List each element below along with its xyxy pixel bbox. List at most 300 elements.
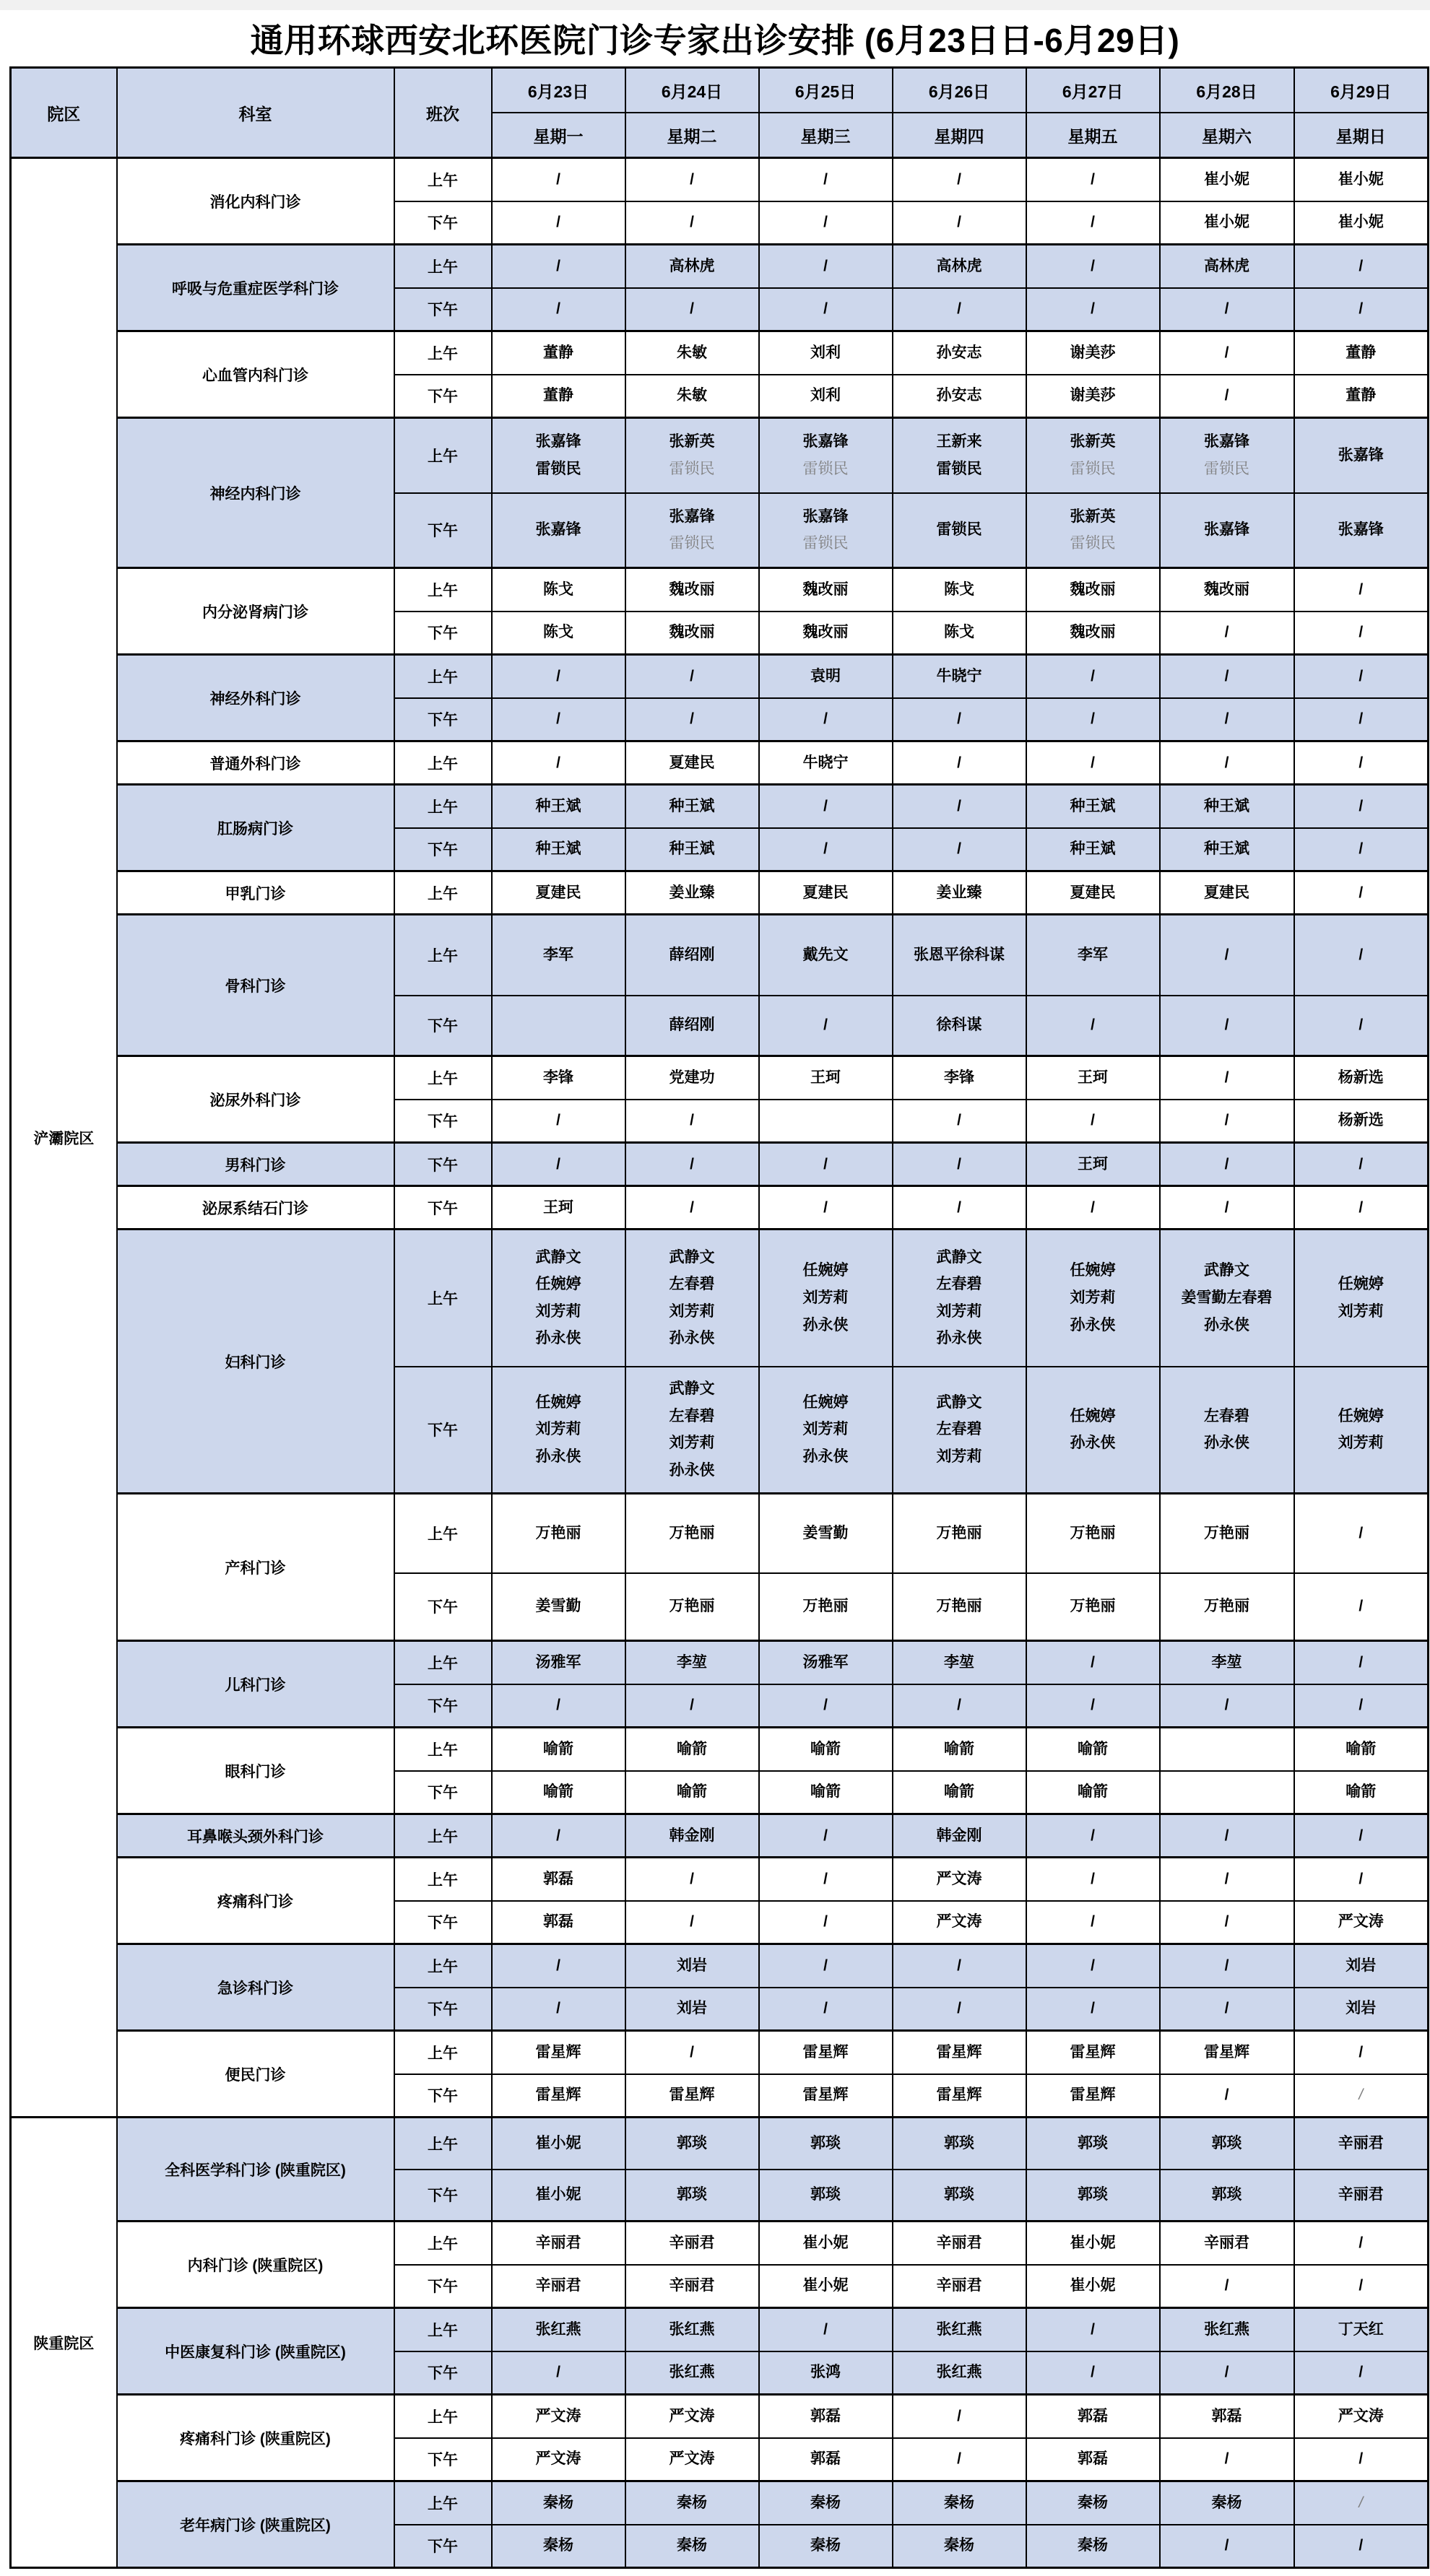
- schedule-cell: [1160, 2222, 1294, 2265]
- doctor-name: 严文涛: [535, 2407, 581, 2424]
- doctor-name: 魏改丽: [802, 624, 849, 641]
- schedule-cell: [492, 1771, 625, 1814]
- empty-slot-marker: /: [690, 1155, 694, 1172]
- schedule-cell: [759, 996, 893, 1056]
- doctor-name: 郭琰: [810, 2186, 841, 2203]
- department-cell: 疼痛科门诊 (陕重院区): [117, 2395, 394, 2481]
- doctor-name: 万艳丽: [535, 1524, 581, 1541]
- schedule-cell: [759, 2438, 893, 2481]
- empty-slot-marker: /: [1091, 214, 1095, 231]
- doctor-name: 雷锁民: [535, 460, 581, 477]
- empty-slot-marker: /: [556, 257, 560, 274]
- schedule-cell: [625, 2351, 759, 2395]
- schedule-cell: [893, 1814, 1026, 1858]
- doctor-name: 王珂: [1078, 1155, 1108, 1172]
- empty-slot-marker: /: [1358, 1155, 1364, 1172]
- schedule-cell: [759, 871, 893, 915]
- schedule-cell: [759, 158, 893, 201]
- doctor-name: 魏改丽: [1070, 624, 1116, 641]
- empty-slot-marker: /: [1224, 2537, 1229, 2554]
- empty-slot-marker: /: [1091, 710, 1095, 728]
- schedule-cell: [1160, 2308, 1294, 2351]
- doctor-name: 张嘉锋: [1338, 446, 1384, 464]
- empty-slot-marker: /: [1091, 667, 1095, 684]
- schedule-cell: [625, 493, 759, 568]
- schedule-cell: [492, 1728, 625, 1771]
- schedule-cell: [759, 1901, 893, 1944]
- department-cell: 产科门诊: [117, 1494, 394, 1641]
- doctor-name: 刘芳莉: [535, 1302, 581, 1320]
- schedule-cell: [625, 2438, 759, 2481]
- schedule-cell: [625, 655, 759, 698]
- doctor-name: 辛丽君: [936, 2234, 982, 2251]
- doctor-name: 任婉婷: [802, 1393, 849, 1411]
- empty-slot-marker: /: [556, 710, 560, 728]
- empty-slot-marker: /: [1358, 1653, 1364, 1671]
- schedule-cell: [759, 2351, 893, 2395]
- doctor-name: 万艳丽: [669, 1598, 715, 1615]
- doctor-name: 孙永侠: [535, 1330, 581, 1347]
- doctor-name: 张鸿: [810, 2364, 841, 2381]
- schedule-cell: [492, 1901, 625, 1944]
- schedule-cell: [625, 2265, 759, 2308]
- empty-slot-marker: /: [1224, 946, 1229, 963]
- empty-slot-marker: /: [823, 1957, 828, 1974]
- empty-slot-marker: /: [957, 1112, 961, 1129]
- shift-cell: 下午: [394, 1573, 492, 1641]
- empty-slot-marker: /: [1358, 2494, 1364, 2511]
- schedule-cell: [492, 1494, 625, 1573]
- department-cell: 神经外科门诊: [117, 655, 394, 741]
- doctor-name: 辛丽君: [1338, 2134, 1384, 2151]
- empty-slot-marker: /: [1358, 754, 1364, 771]
- doctor-name: 万艳丽: [802, 1598, 849, 1615]
- shift-cell: 下午: [394, 1143, 492, 1186]
- department-cell: 心血管内科门诊: [117, 331, 394, 418]
- schedule-cell: [492, 871, 625, 915]
- window-top-strip: [0, 0, 1430, 10]
- schedule-cell: [759, 1684, 893, 1728]
- doctor-name: 秦杨: [944, 2537, 974, 2554]
- schedule-cell: [1294, 1230, 1429, 1367]
- doctor-name: 任婉婷: [535, 1276, 581, 1293]
- empty-slot-marker: /: [823, 1198, 828, 1216]
- shift-cell: 上午: [394, 915, 492, 996]
- doctor-name: 雷星辉: [535, 2087, 581, 2104]
- table-row: [11, 1186, 1429, 1230]
- header-department: 科室: [117, 68, 394, 158]
- shift-cell: 上午: [394, 741, 492, 785]
- schedule-cell: [893, 2170, 1026, 2222]
- empty-slot-marker: /: [823, 2320, 828, 2338]
- empty-slot-marker: /: [1358, 2234, 1364, 2251]
- doctor-name: 郭琰: [810, 2134, 841, 2151]
- empty-slot-marker: /: [1091, 257, 1095, 274]
- department-cell: 神经内科门诊: [117, 418, 394, 568]
- schedule-cell: [1160, 568, 1294, 612]
- doctor-name: 韩金刚: [936, 1827, 982, 1844]
- schedule-cell: [625, 1684, 759, 1728]
- schedule-cell: [1294, 245, 1429, 288]
- shift-cell: 上午: [394, 158, 492, 201]
- empty-slot-marker: /: [556, 170, 560, 188]
- schedule-cell: [492, 1056, 625, 1100]
- empty-slot-marker: /: [556, 1112, 560, 1129]
- doctor-name: 刘岩: [1346, 2000, 1377, 2017]
- schedule-cell: [1294, 1814, 1429, 1858]
- schedule-cell: [492, 1100, 625, 1143]
- schedule-cell: [759, 1230, 893, 1367]
- schedule-cell: [893, 1771, 1026, 1814]
- empty-slot-marker: /: [1091, 1112, 1095, 1129]
- empty-slot-marker: /: [1358, 1017, 1364, 1034]
- schedule-cell: [492, 785, 625, 828]
- doctor-name: 姜业臻: [669, 884, 715, 901]
- doctor-name: 刘利: [810, 387, 841, 404]
- table-row: [11, 568, 1429, 612]
- doctor-name: 党建功: [669, 1069, 715, 1086]
- header-date: 6月25日: [759, 68, 893, 113]
- schedule-cell: [1026, 1641, 1160, 1684]
- empty-slot-marker: /: [957, 1697, 961, 1714]
- doctor-name: 夏建民: [1070, 884, 1116, 901]
- schedule-cell: [1294, 2118, 1429, 2170]
- doctor-name: 刘芳莉: [1070, 1289, 1116, 1306]
- shift-cell: 下午: [394, 2170, 492, 2222]
- empty-slot-marker: /: [1224, 344, 1229, 361]
- empty-slot-marker: /: [1358, 667, 1364, 684]
- empty-slot-marker: /: [957, 1155, 961, 1172]
- shift-cell: 下午: [394, 1901, 492, 1944]
- shift-cell: 下午: [394, 1367, 492, 1494]
- shift-cell: 上午: [394, 245, 492, 288]
- schedule-cell: [1026, 331, 1160, 375]
- doctor-name: 孙永侠: [1070, 1435, 1116, 1452]
- doctor-name: 武静文: [669, 1248, 715, 1266]
- empty-slot-marker: /: [957, 2407, 961, 2424]
- doctor-name: 严文涛: [1338, 2407, 1384, 2424]
- shift-cell: 下午: [394, 2265, 492, 2308]
- department-cell: 骨科门诊: [117, 915, 394, 1056]
- doctor-name: 种王斌: [1204, 840, 1249, 858]
- doctor-name: 袁明: [810, 667, 841, 684]
- doctor-name: 张红燕: [936, 2320, 982, 2338]
- empty-slot-marker: /: [1224, 1069, 1229, 1086]
- schedule-cell: [893, 2438, 1026, 2481]
- table-row: [11, 158, 1429, 201]
- shift-cell: 上午: [394, 785, 492, 828]
- doctor-name: 雷锁民: [802, 535, 849, 552]
- schedule-cell: [1160, 418, 1294, 493]
- schedule-cell: [625, 2525, 759, 2568]
- doctor-name: 刘芳莉: [669, 1302, 715, 1320]
- schedule-cell: [492, 2308, 625, 2351]
- header-date: 6月26日: [893, 68, 1026, 113]
- empty-slot-marker: /: [1224, 1017, 1229, 1034]
- empty-slot-marker: /: [1358, 884, 1364, 901]
- schedule-cell: [759, 2222, 893, 2265]
- schedule-cell: [492, 828, 625, 871]
- empty-slot-marker: /: [1358, 257, 1364, 274]
- doctor-name: 戴先文: [802, 946, 849, 963]
- schedule-cell: [1294, 698, 1429, 741]
- schedule-cell: [893, 2265, 1026, 2308]
- empty-slot-marker: /: [556, 1827, 560, 1844]
- doctor-name: 雷锁民: [1070, 535, 1116, 552]
- shift-cell: 上午: [394, 1494, 492, 1573]
- schedule-cell: [1160, 1944, 1294, 1988]
- doctor-name: 种王斌: [1070, 797, 1116, 814]
- schedule-cell: [1160, 698, 1294, 741]
- doctor-name: 张新英: [1070, 508, 1116, 525]
- table-row: [11, 1814, 1429, 1858]
- header-date: 6月27日: [1026, 68, 1160, 113]
- doctor-name: 董静: [543, 344, 573, 361]
- doctor-name: 喻箭: [944, 1783, 974, 1801]
- shift-cell: 下午: [394, 493, 492, 568]
- schedule-cell: [1160, 612, 1294, 655]
- schedule-cell: [492, 288, 625, 331]
- doctor-name: 严文涛: [535, 2450, 581, 2468]
- empty-slot-marker: /: [823, 1870, 828, 1887]
- doctor-name: 刘芳莉: [802, 1421, 849, 1438]
- schedule-cell: [1294, 2222, 1429, 2265]
- doctor-name: 刘芳莉: [802, 1289, 849, 1306]
- doctor-name: 刘芳莉: [669, 1435, 715, 1452]
- doctor-name: 刘岩: [1346, 1957, 1377, 1974]
- schedule-cell: [1160, 2170, 1294, 2222]
- doctor-name: 郭磊: [810, 2407, 841, 2424]
- department-cell: 肛肠病门诊: [117, 785, 394, 871]
- schedule-cell: [893, 2481, 1026, 2525]
- doctor-name: 武静文: [535, 1248, 581, 1266]
- doctor-name: 郭磊: [543, 1913, 573, 1931]
- empty-slot-marker: /: [823, 840, 828, 858]
- schedule-cell: [625, 418, 759, 493]
- schedule-cell: [759, 493, 893, 568]
- doctor-name: 董静: [1346, 344, 1377, 361]
- schedule-cell: [492, 1641, 625, 1684]
- schedule-cell: [1026, 2351, 1160, 2395]
- doctor-name: 喻箭: [1346, 1783, 1377, 1801]
- campus-cell: 浐灞院区: [11, 158, 117, 2118]
- shift-cell: 上午: [394, 1728, 492, 1771]
- department-cell: 泌尿系结石门诊: [117, 1186, 394, 1230]
- doctor-name: 刘芳莉: [936, 1302, 982, 1320]
- schedule-cell: [492, 655, 625, 698]
- shift-cell: 上午: [394, 2222, 492, 2265]
- schedule-cell: [492, 612, 625, 655]
- empty-slot-marker: /: [1358, 946, 1364, 963]
- doctor-name: 雷锁民: [936, 521, 982, 539]
- doctor-name: 喻箭: [944, 1740, 974, 1757]
- table-row: [11, 1728, 1429, 1771]
- schedule-cell: [625, 1728, 759, 1771]
- empty-slot-marker: /: [823, 1697, 828, 1714]
- schedule-cell: [1026, 2170, 1160, 2222]
- schedule-cell: [1160, 1367, 1294, 1494]
- doctor-name: 种王斌: [669, 797, 715, 814]
- doctor-name: 陈戈: [944, 580, 974, 598]
- doctor-name: 秦杨: [810, 2494, 841, 2511]
- header-date: 6月28日: [1160, 68, 1294, 113]
- schedule-cell: [1160, 1573, 1294, 1641]
- schedule-cell: [625, 2222, 759, 2265]
- schedule-cell: [893, 331, 1026, 375]
- schedule-cell: [893, 1684, 1026, 1728]
- schedule-cell: [1026, 1728, 1160, 1771]
- empty-slot-marker: /: [1358, 2450, 1364, 2468]
- empty-slot-marker: /: [1358, 2087, 1364, 2104]
- schedule-cell: [1160, 2525, 1294, 2568]
- doctor-name: 陈戈: [543, 580, 573, 598]
- schedule-cell: [625, 871, 759, 915]
- schedule-cell: [1160, 655, 1294, 698]
- header-weekday: 星期一: [492, 113, 625, 158]
- schedule-cell: [625, 2031, 759, 2074]
- empty-slot-marker: /: [823, 797, 828, 814]
- doctor-name: 刘芳莉: [535, 1421, 581, 1438]
- schedule-cell: [759, 1056, 893, 1100]
- empty-slot-marker: /: [1358, 1870, 1364, 1887]
- doctor-name: 崔小妮: [535, 2134, 581, 2151]
- empty-slot-marker: /: [1091, 2364, 1095, 2381]
- header-weekday: 星期六: [1160, 113, 1294, 158]
- schedule-cell: [492, 1988, 625, 2031]
- schedule-cell: [893, 2395, 1026, 2438]
- shift-cell: 上午: [394, 2481, 492, 2525]
- schedule-cell: [759, 2031, 893, 2074]
- schedule-cell: [1160, 2481, 1294, 2525]
- schedule-cell: [1294, 1771, 1429, 1814]
- doctor-name: 喻箭: [543, 1783, 573, 1801]
- schedule-cell: [893, 2118, 1026, 2170]
- doctor-name: 李堃: [944, 1653, 974, 1671]
- schedule-cell: [492, 1230, 625, 1367]
- doctor-name: 牛晓宁: [802, 754, 849, 771]
- schedule-cell: [1160, 2074, 1294, 2118]
- doctor-name: 喻箭: [677, 1740, 707, 1757]
- schedule-cell: [1026, 915, 1160, 996]
- doctor-name: 谢美莎: [1070, 387, 1116, 404]
- doctor-name: 姜业臻: [936, 884, 982, 901]
- schedule-cell: [1294, 1858, 1429, 1901]
- schedule-cell: [625, 741, 759, 785]
- schedule-cell: [893, 493, 1026, 568]
- doctor-name: 李锋: [944, 1069, 974, 1086]
- header-weekday: 星期四: [893, 113, 1026, 158]
- doctor-name: 崔小妮: [535, 2186, 581, 2203]
- department-cell: 妇科门诊: [117, 1230, 394, 1494]
- schedule-cell: [1026, 418, 1160, 493]
- schedule-cell: [1026, 1944, 1160, 1988]
- schedule-body: [11, 158, 1429, 2568]
- schedule-cell: [893, 1143, 1026, 1186]
- schedule-cell: [625, 1100, 759, 1143]
- schedule-cell: [1026, 2265, 1160, 2308]
- empty-slot-marker: /: [1358, 2043, 1364, 2061]
- doctor-name: 薛绍刚: [669, 946, 715, 963]
- empty-slot-marker: /: [1224, 2087, 1229, 2104]
- schedule-cell: [759, 915, 893, 996]
- schedule-cell: [492, 418, 625, 493]
- doctor-name: 崔小妮: [1070, 2234, 1116, 2251]
- schedule-cell: [759, 288, 893, 331]
- table-row: [11, 245, 1429, 288]
- doctor-name: 雷星辉: [936, 2087, 982, 2104]
- header-date: 6月29日: [1294, 68, 1429, 113]
- schedule-cell: [492, 331, 625, 375]
- schedule-cell: [893, 1728, 1026, 1771]
- doctor-name: 魏改丽: [1204, 580, 1249, 598]
- schedule-cell: [759, 1771, 893, 1814]
- schedule-cell: [625, 1230, 759, 1367]
- doctor-name: 夏建民: [802, 884, 849, 901]
- doctor-name: 夏建民: [535, 884, 581, 901]
- doctor-name: 左春碧: [669, 1276, 715, 1293]
- empty-slot-marker: /: [957, 2450, 961, 2468]
- schedule-cell: [625, 1186, 759, 1230]
- empty-slot-marker: /: [690, 170, 694, 188]
- doctor-name: 姜雪勤左春碧: [1181, 1289, 1273, 1306]
- schedule-cell: [893, 655, 1026, 698]
- schedule-cell: [1026, 1814, 1160, 1858]
- empty-slot-marker: /: [556, 2000, 560, 2017]
- empty-slot-marker: /: [1224, 710, 1229, 728]
- schedule-cell: [759, 2074, 893, 2118]
- schedule-cell: [893, 568, 1026, 612]
- schedule-cell: [759, 2170, 893, 2222]
- department-cell: 眼科门诊: [117, 1728, 394, 1814]
- shift-cell: 下午: [394, 1100, 492, 1143]
- empty-slot-marker: /: [1224, 1913, 1229, 1931]
- header-row-dates: [11, 68, 1429, 113]
- schedule-cell: [893, 1367, 1026, 1494]
- doctor-name: 丁天红: [1338, 2320, 1384, 2338]
- shift-cell: 上午: [394, 331, 492, 375]
- empty-slot-marker: /: [1224, 2277, 1229, 2294]
- doctor-name: 魏改丽: [1070, 580, 1116, 598]
- department-cell: 老年病门诊 (陕重院区): [117, 2481, 394, 2568]
- empty-slot-marker: /: [957, 754, 961, 771]
- doctor-name: 张嘉锋: [669, 508, 715, 525]
- schedule-cell: [492, 158, 625, 201]
- schedule-cell: [492, 2265, 625, 2308]
- schedule-cell: [1026, 1858, 1160, 1901]
- empty-slot-marker: /: [957, 214, 961, 231]
- doctor-name: 雷锁民: [669, 535, 715, 552]
- doctor-name: 高林虎: [936, 257, 982, 274]
- shift-cell: 上午: [394, 2395, 492, 2438]
- doctor-name: 董静: [543, 387, 573, 404]
- empty-slot-marker: /: [823, 1827, 828, 1844]
- schedule-cell: [625, 1367, 759, 1494]
- empty-slot-marker: /: [556, 1957, 560, 1974]
- schedule-cell: [759, 331, 893, 375]
- shift-cell: 下午: [394, 1186, 492, 1230]
- empty-slot-marker: /: [1091, 1017, 1095, 1034]
- schedule-cell: [1294, 1186, 1429, 1230]
- doctor-name: 张恩平徐科谋: [914, 946, 1005, 963]
- schedule-cell: [1160, 245, 1294, 288]
- doctor-name: 汤雅军: [535, 1653, 581, 1671]
- schedule-cell: [625, 2170, 759, 2222]
- department-cell: 儿科门诊: [117, 1641, 394, 1728]
- header-date: 6月24日: [625, 68, 759, 113]
- doctor-name: 秦杨: [543, 2537, 573, 2554]
- doctor-name: 万艳丽: [1070, 1524, 1116, 1541]
- doctor-name: 薛绍刚: [669, 1017, 715, 1034]
